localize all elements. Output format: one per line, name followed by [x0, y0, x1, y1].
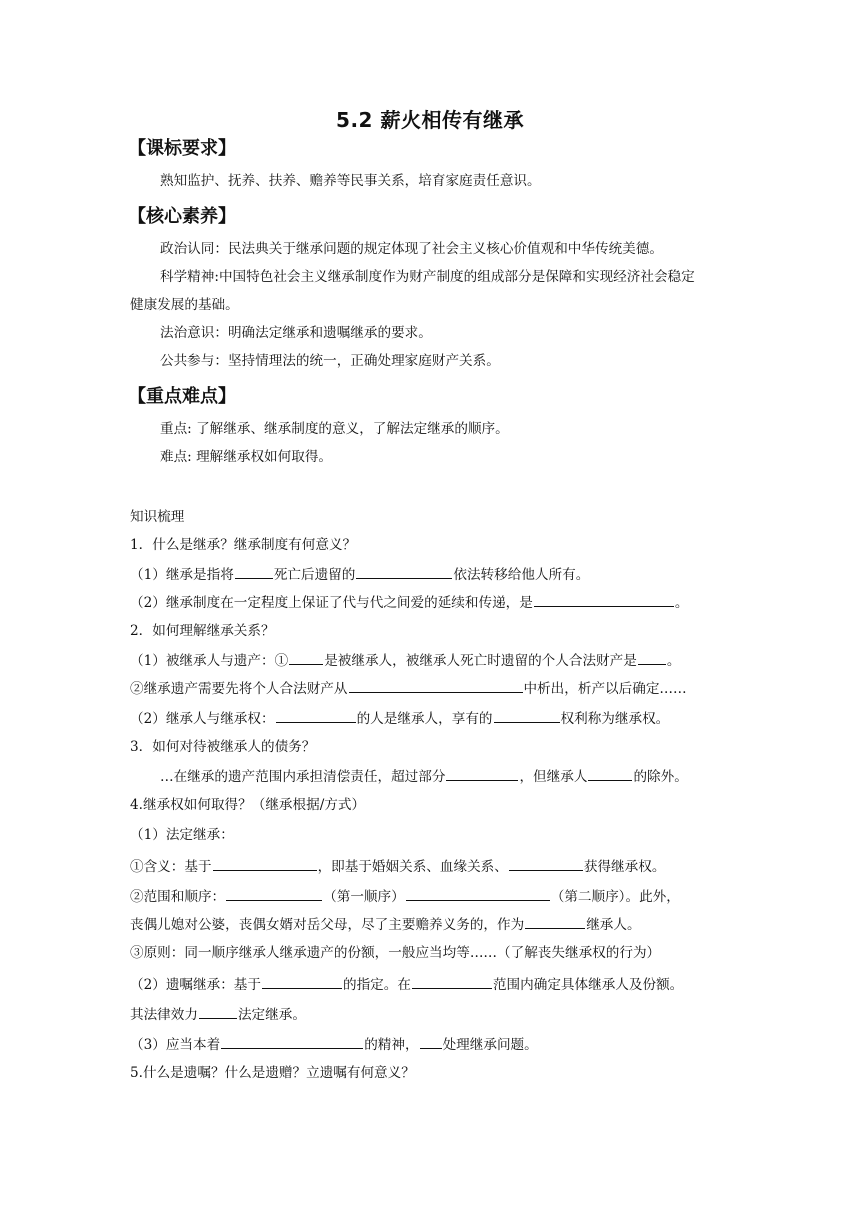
- fill-blank[interactable]: [525, 914, 585, 929]
- q4-line-f: （2）遗嘱继承：基于 的指定。在 范围内确定具体继承人及份额。: [130, 974, 683, 994]
- question-4: 4.继承权如何取得？（继承根据/方式）: [130, 797, 366, 813]
- literacy-line: 政治认同：民法典关于继承问题的规定体现了社会主义核心价值观和中华传统美德。: [160, 241, 663, 257]
- q2-line-a: （1）被继承人与遗产：① 是被继承人，被继承人死亡时遗留的个人合法财产是 。: [130, 650, 680, 670]
- question-2: 2．如何理解继承关系？: [130, 623, 275, 639]
- heading-standard: 【课标要求】: [128, 138, 236, 159]
- page-title: 5.2 薪火相传有继承: [336, 108, 524, 132]
- fill-blank[interactable]: [221, 1034, 363, 1049]
- fill-blank[interactable]: [356, 564, 452, 579]
- fill-blank[interactable]: [420, 1034, 442, 1049]
- question-5: 5.什么是遗嘱？什么是遗赠？立遗嘱有何意义？: [130, 1065, 415, 1081]
- q4-line-a: （1）法定继承：: [130, 827, 234, 843]
- literacy-line: 法治意识：明确法定继承和遗嘱继承的要求。: [160, 325, 432, 341]
- q4-line-g: 其法律效力 法定继承。: [130, 1004, 306, 1024]
- fill-blank[interactable]: [588, 766, 632, 781]
- fill-blank[interactable]: [199, 1004, 237, 1019]
- q2-line-b: ②继承遗产需要先将个人合法财产从 中析出，析产以后确定……: [130, 678, 687, 698]
- fill-blank[interactable]: [262, 974, 342, 989]
- fill-blank[interactable]: [446, 766, 518, 781]
- fill-blank[interactable]: [289, 650, 323, 665]
- q4-line-c: ②范围和顺序： （第一顺序） （第二顺序）。此外，: [130, 886, 680, 906]
- fill-blank[interactable]: [406, 886, 550, 901]
- fill-blank[interactable]: [638, 650, 666, 665]
- key-point-line: 重点: 了解继承、继承制度的意义，了解法定继承的顺序。: [160, 421, 509, 437]
- fill-blank[interactable]: [349, 678, 523, 693]
- key-point-line: 难点: 理解继承权如何取得。: [160, 449, 333, 465]
- literacy-line: 科学精神:中国特色社会主义继承制度作为财产制度的组成部分是保障和实现经济社会稳定: [160, 269, 695, 285]
- q4-line-b: ①含义：基于 ，即基于婚姻关系、血缘关系、 获得继承权。: [130, 856, 665, 876]
- literacy-line: 健康发展的基础。: [130, 297, 239, 313]
- q4-line-d: 丧偶儿媳对公婆，丧偶女婿对岳父母，尽了主要赡养义务的，作为 继承人。: [130, 914, 641, 934]
- review-label: 知识梳理: [130, 509, 185, 525]
- literacy-line: 公共参与：坚持情理法的统一，正确处理家庭财产关系。: [160, 353, 500, 369]
- q4-line-e: ③原则：同一顺序继承人继承遗产的份额，一般应当均等……（了解丧失继承权的行为）: [130, 945, 661, 961]
- q3-line-a: …在继承的遗产范围内承担清偿责任，超过部分 ，但继承人 的除外。: [160, 766, 688, 786]
- standard-text: 熟知监护、抚养、扶养、赡养等民事关系，培育家庭责任意识。: [160, 173, 541, 189]
- fill-blank[interactable]: [509, 856, 583, 871]
- fill-blank[interactable]: [276, 708, 356, 723]
- question-3: 3．如何对待被继承人的债务？: [130, 739, 316, 755]
- fill-blank[interactable]: [534, 592, 674, 607]
- q4-line-h: （3）应当本着 的精神， 处理继承问题。: [130, 1034, 538, 1054]
- heading-key-points: 【重点难点】: [128, 386, 236, 407]
- q1-line-b: （2）继承制度在一定程度上保证了代与代之间爱的延续和传递，是 。: [130, 592, 688, 612]
- q2-line-c: （2）继承人与继承权： 的人是继承人，享有的 权利称为继承权。: [130, 708, 669, 728]
- q1-line-a: （1）继承是指将 死亡后遗留的 依法转移给他人所有。: [130, 564, 589, 584]
- question-1: 1．什么是继承？继承制度有何意义？: [130, 537, 357, 553]
- fill-blank[interactable]: [494, 708, 560, 723]
- heading-literacy: 【核心素养】: [128, 206, 236, 227]
- fill-blank[interactable]: [235, 564, 273, 579]
- fill-blank[interactable]: [226, 886, 322, 901]
- fill-blank[interactable]: [213, 856, 317, 871]
- fill-blank[interactable]: [412, 974, 492, 989]
